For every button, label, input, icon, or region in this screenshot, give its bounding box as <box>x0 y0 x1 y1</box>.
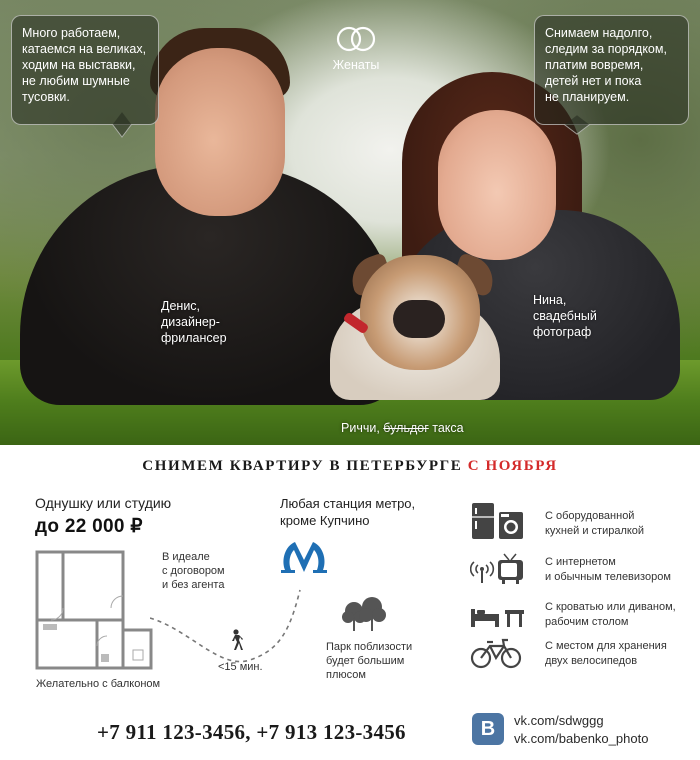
caption-line: дизайнер- <box>161 315 220 329</box>
walking-person-icon <box>228 629 244 651</box>
amenity-line: и обычным телевизором <box>545 571 671 583</box>
note-line: будет большим <box>326 655 405 667</box>
note-line: В идеале <box>162 551 210 563</box>
amenity-line: С местом для хранения <box>545 640 667 652</box>
note-line: и без агента <box>162 579 225 591</box>
metro-title <box>280 495 440 529</box>
caption-line: фотограф <box>533 325 592 339</box>
kitchen-appliances-icon <box>470 503 525 539</box>
metro-title-line: кроме Купчино <box>280 513 370 528</box>
note-line: плюсом <box>326 669 366 681</box>
price: до 22 000 ₽ <box>35 516 143 537</box>
bubble-line: Много работаем, <box>22 26 121 40</box>
amenity-line: С интернетом <box>545 556 616 568</box>
amenity-line: кухней и стиралкой <box>545 525 645 537</box>
bubble-line: детей нет и пока <box>545 74 642 88</box>
amenity-internet-tv <box>470 552 671 588</box>
vk-links <box>514 712 648 748</box>
amenity-line: рабочим столом <box>545 616 629 628</box>
married-label: Женаты <box>332 58 380 72</box>
headline <box>0 458 700 475</box>
bubble-line: не планируем. <box>545 90 630 104</box>
dog-breed: такса <box>432 421 464 435</box>
amenity-bicycles <box>470 636 667 672</box>
caption-line: фрилансер <box>161 331 227 345</box>
bubble-line: не любим шумные <box>22 74 130 88</box>
amenity-bed-desk <box>470 597 676 633</box>
nina-caption <box>533 292 643 340</box>
metro-title-line: Любая станция метро, <box>280 496 416 511</box>
bubble-line: ходим на выставки, <box>22 58 136 72</box>
phone-numbers[interactable]: +7 911 123-3456, +7 913 123-3456 <box>97 720 406 744</box>
headline-accent: С НОЯБРЯ <box>467 458 558 474</box>
dog-snout <box>393 300 445 338</box>
woman-face <box>438 110 556 260</box>
bubble-line: катаемся на великах, <box>22 42 147 56</box>
speech-bubble-denis <box>11 15 159 125</box>
man-face <box>155 48 285 216</box>
note-line: с договором <box>162 565 225 577</box>
trees-icon <box>340 595 388 635</box>
amenity-line: С кроватью или диваном, <box>545 601 676 613</box>
apartment-type: Однушку или студию <box>35 495 172 511</box>
caption-line: Нина, <box>533 293 567 307</box>
amenity-line: С оборудованной <box>545 510 635 522</box>
park-note <box>326 640 436 682</box>
caption-line: свадебный <box>533 309 597 323</box>
note-line: Парк поблизости <box>326 641 413 653</box>
amenity-kitchen <box>470 503 645 539</box>
vk-link[interactable]: vk.com/sdwggg <box>514 713 604 728</box>
headline-main: СНИМЕМ КВАРТИРУ В ПЕТЕРБУРГЕ <box>142 458 463 474</box>
caption-line: Денис, <box>161 299 201 313</box>
floorplan-icon <box>35 550 155 670</box>
denis-caption <box>161 298 271 346</box>
bed-desk-icon <box>470 597 525 633</box>
vk-icon: B <box>472 713 504 745</box>
dog-caption <box>341 420 541 436</box>
bubble-tail <box>112 112 131 138</box>
bubble-line: следим за порядком, <box>545 42 667 56</box>
amenity-line: двух велосипедов <box>545 655 638 667</box>
speech-bubble-nina <box>534 15 689 125</box>
walk-time: <15 мин. <box>218 661 263 673</box>
dog-breed-struck: бульдог <box>383 421 429 435</box>
internet-tv-icon <box>470 552 525 588</box>
bicycle-icon <box>470 636 525 672</box>
balcony-note: Желательно с балконом <box>36 678 161 690</box>
bubble-line: платим вовремя, <box>545 58 644 72</box>
wedding-rings-icon <box>331 24 381 54</box>
bubble-line: Снимаем надолго, <box>545 26 653 40</box>
dog-name: Риччи, <box>341 421 380 435</box>
bubble-line: тусовки. <box>22 90 70 104</box>
vk-link[interactable]: vk.com/babenko_photo <box>514 731 649 746</box>
